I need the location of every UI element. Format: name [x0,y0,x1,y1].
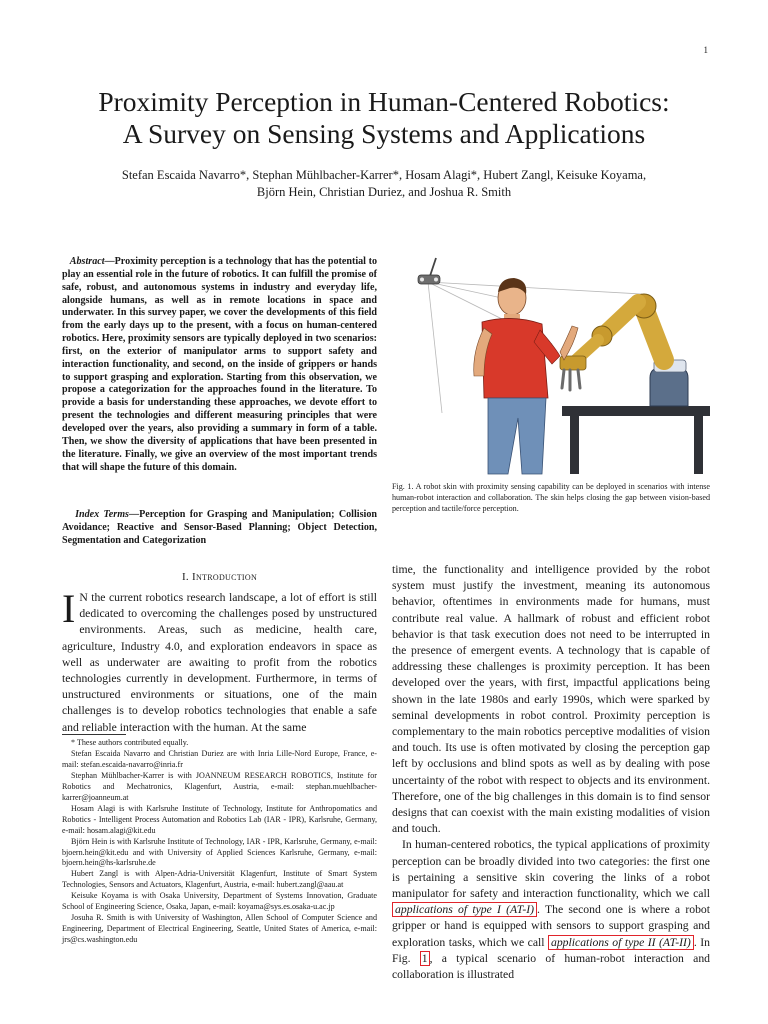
section-numeral: I. [181,571,189,583]
figure-caption: Fig. 1. A robot skin with proximity sensing capability can be deployed in scenarios with intense human-robot interaction and collaboration. The skin helps closing the gap between vision-based perception and tactile/force perception. [392,482,710,513]
footnote-divider [62,734,126,735]
intro-paragraph-right [392,562,710,983]
title-line-2: A Survey on Sensing Systems and Applications [122,118,646,149]
intro-left-text: N the current robotics research landscape, a lot of effort is still dedicated to overcoming the challenges posed by unstructured environments. Areas, such as medicine, health care, agriculture, Industry 4.0, and exploration endeavors in space as well as underwater are awaiting to profit from the robotics technologies currently in development. Furthermore, in terms of unstructured environments or situations, one of the main challenges is to develop robotics technologies that enable a safe and reliable interaction with the human. At the same [62,591,377,734]
link-applications-type-2[interactable]: applications of type II (AT-II) [548,935,694,950]
page-number: 1 [703,45,708,55]
footnote: Josuha R. Smith is with University of Washington, Allen School of Computer Science and Engineering, Department of Electrical Engineering, Seattle, United States of America, e-mail: jrs@cs.washington.edu [62,913,377,945]
robot-illustration [392,248,710,478]
abstract-lead: Abstract [69,256,105,267]
footnote: Hosam Alagi is with Karlsruhe Institute of Technology, Institute for Anthropomatics and Robotics - Intelligent Process Automation and Robotics Lab (IAR - IPR), Karlsruhe, Germany, e-mail: hosam.alagi@kit.edu [62,803,377,835]
para2-text-c: . In Fig. [392,935,710,965]
footnote: Stephan Mühlbacher-Karrer is with JOANNEUM RESEARCH ROBOTICS, Institute for Robotics and Mechatronics, Klagenfurt, Austria, e-mail: stephan.muehlbacher-karrer@joanneum.at [62,770,377,802]
authors-line-2: Björn Hein, Christian Duriez, and Joshua R. Smith [256,185,512,199]
intro-paragraph-left [62,586,377,736]
section-title: Introduction [192,571,258,583]
table-icon [562,406,710,474]
footnote: Keisuke Koyama is with Osaka University, Department of Systems Innovation, Graduate School of Engineering Science, Osaka, Japan, e-mail: koyama@sys.es.osaka-u.ac.jp [62,891,377,912]
footnote: Stefan Escaida Navarro and Christian Duriez are with Inria Lille-Nord Europe, France, e-mail: stefan.escaida-navarro@inria.fr [62,748,377,769]
link-figure-1[interactable]: 1 [421,951,428,965]
figure-robot-skin [392,248,710,478]
camera-icon [418,258,440,284]
abstract [62,256,377,474]
index-terms [62,509,377,548]
authors-line-1: Stefan Escaida Navarro*, Stephan Mühlbacher-Karrer*, Hosam Alagi*, Hubert Zangl, Keisuke Koyama, [121,168,647,182]
robot-arm-icon [560,294,688,406]
author-list [40,167,728,201]
paper-title [40,86,728,150]
footnotes [62,738,377,946]
section-heading [62,571,377,583]
intro-right-para-1: time, the functionality and intelligence provided by the robot system must justify the investment, meaning its autonomous behavior, oftentimes in environments made for humans, must contribute real value. A hallmark of robust and efficient robot behavior is that task execution does not need to be interrupted in the presence of emergent events. A technology that is capable of addressing these challenges is proximity perception. It has been developed over the years, with first, impactful applications being shown in the late 1980s and early 1990s, which were sparked by seminal developments in robot control. Proximity perception is complementary to the main robotics perceptive modalities of vision and touch. Its use is often motivated by closing the perception gap left by occlusions and blind spots as well as by dealing with pose uncertainty of the robot with respect to objects and its environment. Therefore, one of the big challenges in this domain is to find sensor designs that can coexist with the main existing modalities of vision and touch. [392,563,710,836]
footnote: Björn Hein is with Karlsruhe Institute of Technology, IAR - IPR, Karlsruhe, Germany, e-mail: bjoern.hein@kit.edu and with University of Applied Sciences Karlsruhe, Germany, e-mail: bjoern.hein@hs-karlsruhe.de [62,836,377,868]
drop-cap: I [62,586,76,631]
link-applications-type-1[interactable]: applications of type I (AT-I) [392,902,537,917]
abstract-text: —Proximity perception is a technology that has the potential to play an essential role in the future of robotics. It can fulfill the promise of safe, robust, and autonomous systems in industry and everyday life, alongside humans, as well as in remote locations in space and underwater. In this survey paper, we cover the developments of this field from the early days up to the present, with a focus on human-centered robotics. Here, proximity sensors are typically deployed in two scenarios: first, on the exterior of manipulator arms to support safety and interaction functionality, and second, on the inside of grippers or hands to support grasping and exploration. Starting from this observation, we propose a categorization for the approaches found in the literature. To provide a basis for understanding these approaches, we devote effort to present the technologies and different measuring principles that were developed over the years, also providing a summary in form of a table. Then, we show the diversity of applications that have been presented in the literature. Finally, we give an overview of the most important trends that will shape the future of this domain. [62,256,377,473]
title-line-1: Proximity Perception in Human-Centered Robotics: [98,86,670,117]
index-terms-lead: Index Terms [75,509,129,520]
para2-text-b: . The second one is where a robot gripper or hand is equipped with sensors to support grasping and exploration tasks, which we call [392,903,710,949]
index-terms-text: —Perception for Grasping and Manipulation; Collision Avoidance; Reactive and Sensor-Based Planning; Object Detection, Segmentation and Categorization [62,509,377,546]
para2-text-d: , a typical scenario of human-robot interaction and collaboration is illustrated [392,951,711,982]
intro-right-para-2 [392,837,710,983]
footnote: * These authors contributed equally. [71,738,189,747]
footnote: Hubert Zangl is with Alpen-Adria-Universität Klagenfurt, Institute of Smart System Technologies, Sensors and Actuators, Klagenfurt, Austria, e-mail: hubert.zangl@aau.at [62,869,377,890]
para2-text-a: In human-centered robotics, the typical applications of proximity perception can be broadly divided into two categories: the first one is pertaining a sensitive skin covering the links of a robot manipulator for safety and interaction functionality, which we call [392,838,710,901]
